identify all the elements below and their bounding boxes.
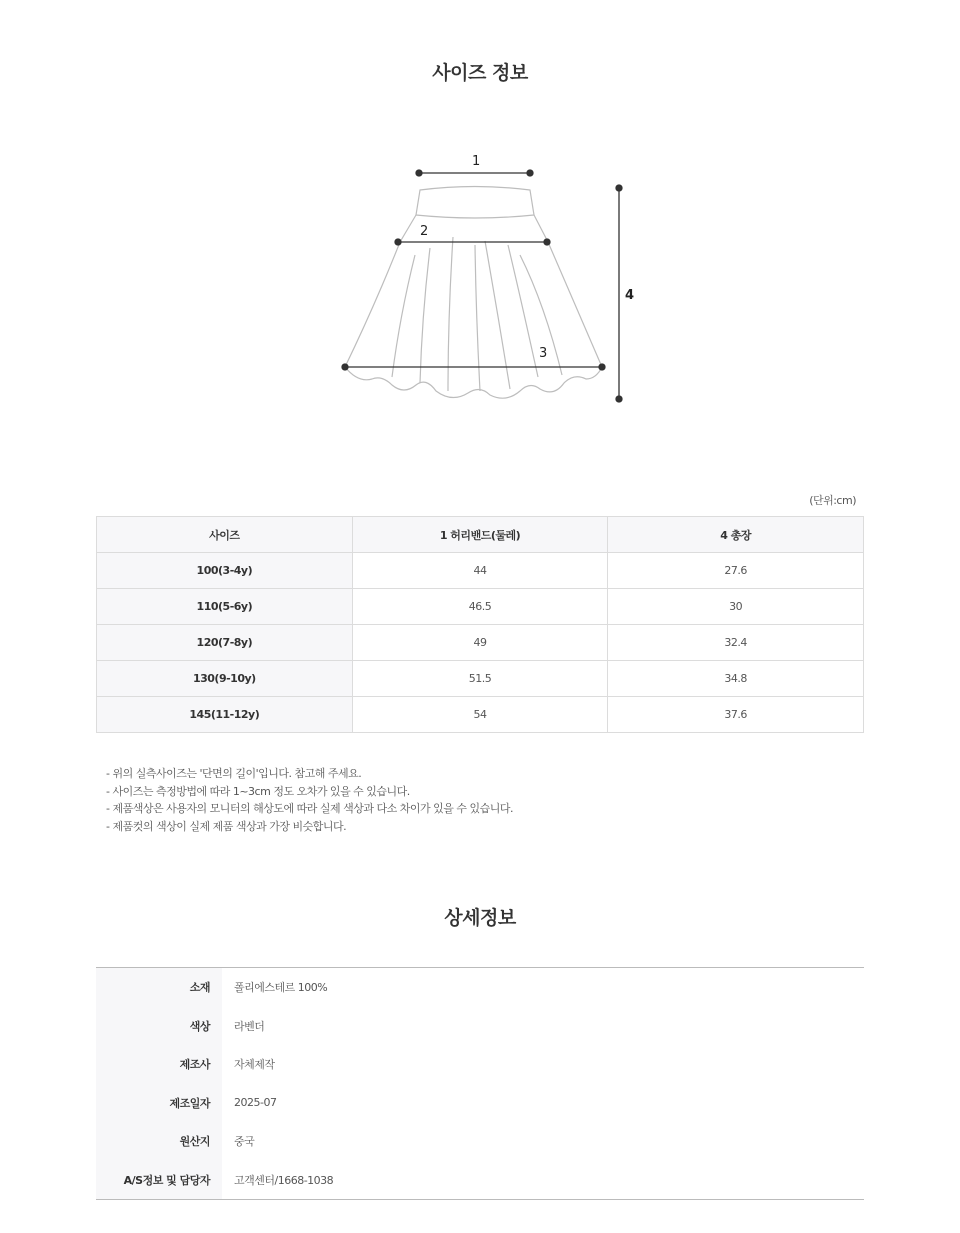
- length-cell: 34.8: [608, 661, 864, 697]
- size-table: [96, 516, 864, 733]
- detail-row: [96, 1122, 864, 1161]
- detail-label: 색상: [96, 1007, 222, 1046]
- table-row: [97, 625, 864, 661]
- size-cell: 130(9-10y): [97, 661, 353, 697]
- detail-info-title: 상세정보: [444, 907, 516, 929]
- waist-cell: 44: [352, 553, 608, 589]
- detail-value: 폴리에스테르 100%: [234, 981, 328, 995]
- header-waist: 1 허리밴드(둘레): [352, 517, 608, 553]
- note-item: - 제품색상은 사용자의 모니터의 해상도에 따라 실제 색상과 다소 차이가 있을 수 있습니다.: [106, 802, 513, 815]
- size-cell: 100(3-4y): [97, 553, 353, 589]
- waist-cell: 49: [352, 625, 608, 661]
- size-cell: 120(7-8y): [97, 625, 353, 661]
- measurement-lines: [342, 170, 622, 402]
- header-length: 4 총장: [608, 517, 864, 553]
- detail-label: 원산지: [96, 1122, 222, 1161]
- detail-row: [96, 1045, 864, 1084]
- size-notes: [106, 765, 513, 835]
- detail-table: [96, 967, 864, 1200]
- size-cell: 110(5-6y): [97, 589, 353, 625]
- note-item: - 사이즈는 측정방법에 따라 1~3cm 정도 오차가 있을 수 있습니다.: [106, 784, 410, 798]
- detail-row: [96, 1084, 864, 1123]
- diagram-label-2: 2: [420, 224, 429, 239]
- detail-value: 2025-07: [234, 1096, 277, 1110]
- header-size: 사이즈: [97, 517, 353, 553]
- table-row: [97, 589, 864, 625]
- detail-label: 소재: [96, 968, 222, 1007]
- table-row: [97, 553, 864, 589]
- diagram-label-4: 4: [625, 288, 635, 303]
- note-item: - 제품컷의 색상이 실제 제품 색상과 가장 비슷합니다.: [106, 819, 347, 833]
- length-cell: 27.6: [608, 553, 864, 589]
- size-info-title: 사이즈 정보: [432, 62, 528, 84]
- length-cell: 37.6: [608, 697, 864, 733]
- waist-cell: 51.5: [352, 661, 608, 697]
- detail-value: 라벤더: [234, 1019, 265, 1033]
- detail-label: 제조사: [96, 1045, 222, 1084]
- detail-label: 제조일자: [96, 1084, 222, 1123]
- detail-value: 자체제작: [234, 1058, 275, 1072]
- detail-row: [96, 1007, 864, 1046]
- skirt-measurement-diagram: [330, 145, 650, 410]
- note-item: - 위의 실측사이즈는 '단면의 길이'입니다. 참고해 주세요.: [106, 767, 362, 780]
- detail-row: [96, 968, 864, 1007]
- size-cell: 145(11-12y): [97, 697, 353, 733]
- size-table-header-row: [97, 517, 864, 553]
- detail-value: 고객센터/1668-1038: [234, 1173, 334, 1187]
- diagram-label-3: 3: [539, 346, 548, 361]
- table-row: [97, 697, 864, 733]
- detail-row: [96, 1161, 864, 1200]
- waist-cell: 54: [352, 697, 608, 733]
- length-cell: 32.4: [608, 625, 864, 661]
- unit-note: (단위:cm): [809, 494, 856, 507]
- waist-cell: 46.5: [352, 589, 608, 625]
- diagram-label-1: 1: [472, 154, 481, 169]
- length-cell: 30: [608, 589, 864, 625]
- detail-label: A/S정보 및 담당자: [96, 1161, 222, 1200]
- table-row: [97, 661, 864, 697]
- detail-value: 중국: [234, 1135, 255, 1149]
